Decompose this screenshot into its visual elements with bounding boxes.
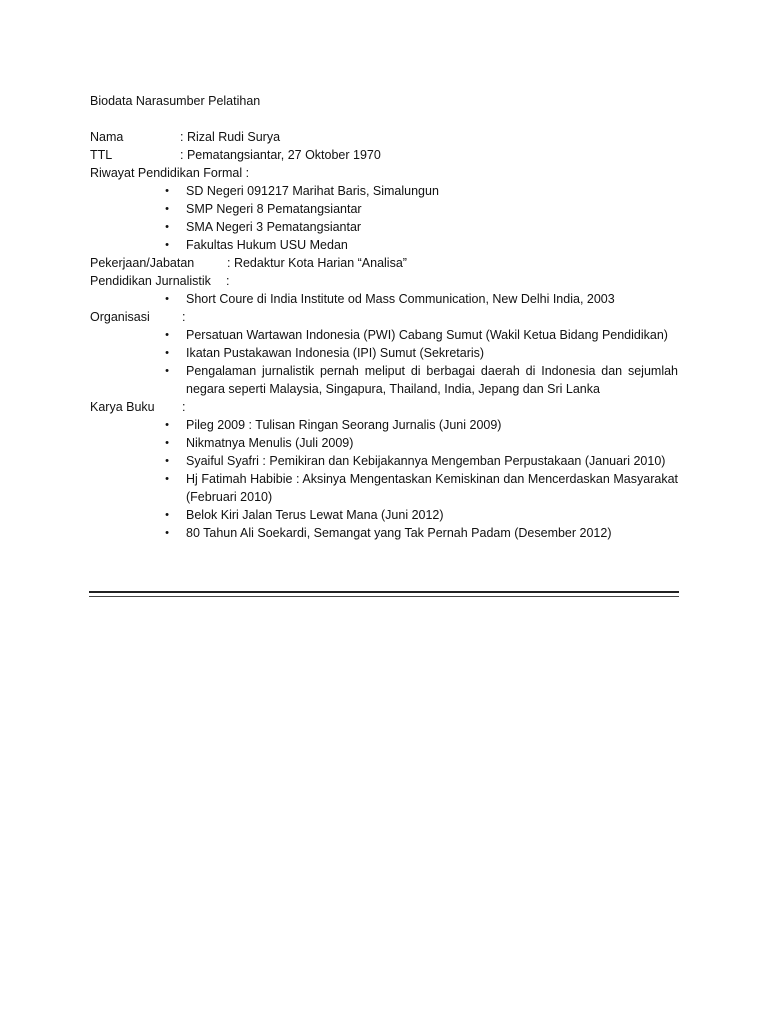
list-item <box>90 506 678 524</box>
karya-buku-row <box>90 398 678 416</box>
list-item <box>90 524 678 542</box>
list-item <box>90 326 678 344</box>
list-item <box>90 434 678 452</box>
karya-buku-label: Karya Buku <box>90 400 155 414</box>
nama-label: Nama <box>90 130 124 144</box>
list-item-text: SMA Negeri 3 Pematangsiantar <box>186 220 362 234</box>
list-item <box>90 470 678 506</box>
bullet-icon: • <box>165 185 169 197</box>
list-item-text: Hj Fatimah Habibie : Aksinya Mengentaskan Kemiskinan dan Mencerdaskan Masyarakat (Februari 2010) <box>186 472 678 504</box>
list-item-text: Short Coure di India Institute od Mass Communication, New Delhi India, 2003 <box>186 292 615 306</box>
bullet-icon: • <box>165 203 169 215</box>
list-item <box>90 362 678 398</box>
pendidikan-jurnalistik-label: Pendidikan Jurnalistik <box>90 274 211 288</box>
karya-buku-colon: : <box>182 400 186 414</box>
list-item-text: Fakultas Hukum USU Medan <box>186 238 348 252</box>
bullet-icon: • <box>165 473 169 485</box>
list-item-text: Syaiful Syafri : Pemikiran dan Kebijakannya Mengemban Perpustakaan (Januari 2010) <box>186 454 666 468</box>
organisasi-row <box>90 308 678 326</box>
bullet-icon: • <box>165 221 169 233</box>
list-item <box>90 416 678 434</box>
riwayat-pendidikan-list <box>90 182 678 254</box>
divider-line-thin <box>89 596 679 597</box>
biodata-document <box>90 92 678 542</box>
list-item-text: 80 Tahun Ali Soekardi, Semangat yang Tak Pernah Padam (Desember 2012) <box>186 526 612 540</box>
list-item-text: SMP Negeri 8 Pematangsiantar <box>186 202 362 216</box>
list-item <box>90 200 678 218</box>
pekerjaan-value: : Redaktur Kota Harian “Analisa” <box>227 256 407 270</box>
divider-line-thick <box>89 591 679 593</box>
list-item-text: Pengalaman jurnalistik pernah meliput di berbagai daerah di Indonesia dan sejumlah negara seperti Malaysia, Singapura, Thailand, India, Jepang dan Sri Lanka <box>186 364 678 396</box>
list-item-text: SD Negeri 091217 Marihat Baris, Simalungun <box>186 184 439 198</box>
ttl-row <box>90 146 678 164</box>
list-item <box>90 344 678 362</box>
bullet-icon: • <box>165 455 169 467</box>
list-item-text: Pileg 2009 : Tulisan Ringan Seorang Jurnalis (Juni 2009) <box>186 418 502 432</box>
bullet-icon: • <box>165 365 169 377</box>
list-item-text: Belok Kiri Jalan Terus Lewat Mana (Juni 2012) <box>186 508 444 522</box>
nama-row <box>90 128 678 146</box>
organisasi-label: Organisasi <box>90 310 150 324</box>
bullet-icon: • <box>165 239 169 251</box>
list-item <box>90 290 678 308</box>
organisasi-colon: : <box>182 310 186 324</box>
pekerjaan-label: Pekerjaan/Jabatan <box>90 256 195 270</box>
bullet-icon: • <box>165 329 169 341</box>
bullet-icon: • <box>165 437 169 449</box>
riwayat-pendidikan-heading: Riwayat Pendidikan Formal : <box>90 166 250 180</box>
list-item <box>90 452 678 470</box>
bullet-icon: • <box>165 527 169 539</box>
pendidikan-jurnalistik-list <box>90 290 678 308</box>
bullet-icon: • <box>165 419 169 431</box>
list-item-text: Nikmatnya Menulis (Juli 2009) <box>186 436 354 450</box>
list-item-text: Persatuan Wartawan Indonesia (PWI) Cabang Sumut (Wakil Ketua Bidang Pendidikan) <box>186 328 668 342</box>
ttl-value: : Pematangsiantar, 27 Oktober 1970 <box>180 148 381 162</box>
pendidikan-jurnalistik-colon: : <box>226 274 230 288</box>
ttl-label: TTL <box>90 148 113 162</box>
list-item <box>90 236 678 254</box>
bullet-icon: • <box>165 293 169 305</box>
pendidikan-jurnalistik-row <box>90 272 678 290</box>
organisasi-list <box>90 326 678 398</box>
bullet-icon: • <box>165 347 169 359</box>
pekerjaan-row <box>90 254 678 272</box>
bullet-icon: • <box>165 509 169 521</box>
karya-buku-list <box>90 416 678 542</box>
list-item <box>90 182 678 200</box>
list-item-text: Ikatan Pustakawan Indonesia (IPI) Sumut (Sekretaris) <box>186 346 485 360</box>
nama-value: : Rizal Rudi Surya <box>180 130 281 144</box>
list-item <box>90 218 678 236</box>
document-title: Biodata Narasumber Pelatihan <box>90 94 261 108</box>
